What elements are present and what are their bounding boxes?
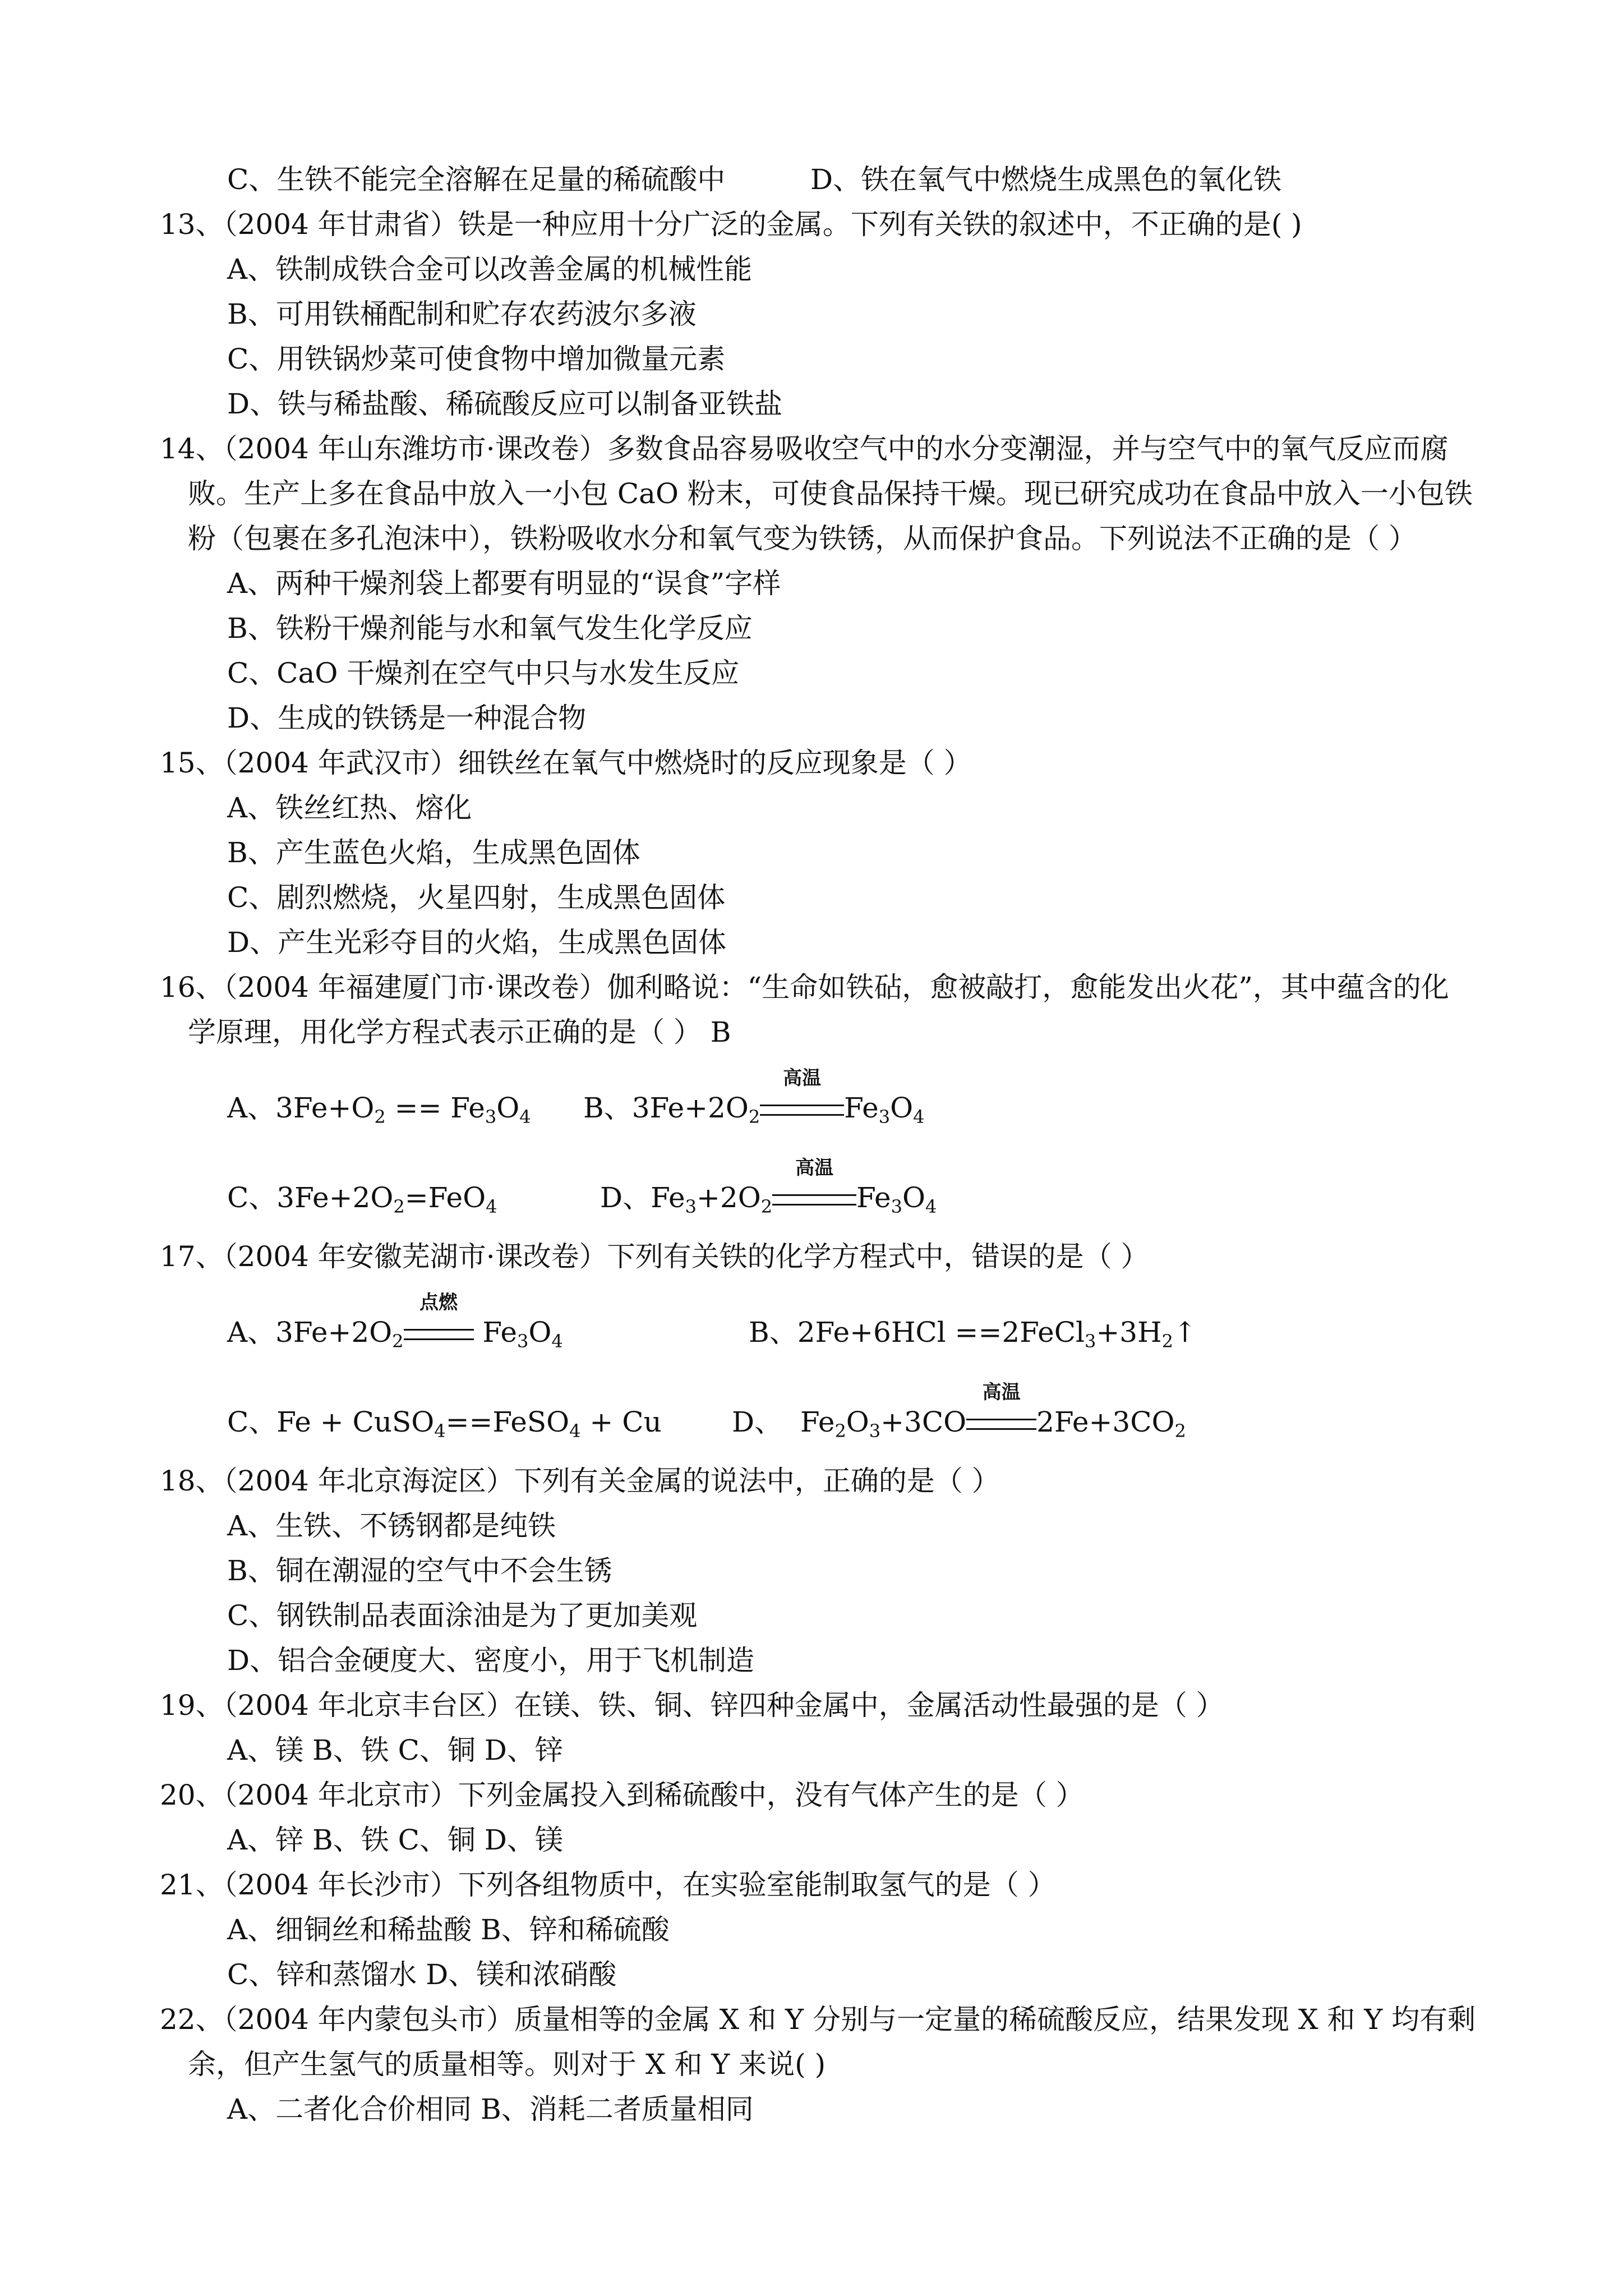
reaction-condition-high-temp: 高温 — [966, 1400, 1036, 1444]
q16-option-b: B、$3Fe+2O_2$ 高温 $Fe_3O_4$ — [583, 1085, 924, 1130]
q12-option-c: C、生铁不能完全溶解在足量的稀硫酸中 — [227, 163, 726, 196]
q16-option-a: A、$3Fe+O_2 == Fe_3O_4$ — [227, 1092, 531, 1128]
q13-option-a: A、铁制成铁合金可以改善金属的机械性能 — [227, 253, 753, 286]
q21-options-cd: C、锌和蒸馏水 D、镁和浓硝酸 — [227, 1958, 617, 1991]
q13-option-d: D、铁与稀盐酸、稀硫酸反应可以制备亚铁盐 — [227, 388, 783, 420]
q15-option-c: C、剧烈燃烧，火星四射，生成黑色固体 — [227, 881, 726, 914]
q18-option-c: C、钢铁制品表面涂油是为了更加美观 — [227, 1599, 698, 1632]
question-22: 22、（2004 年内蒙包头市）质量相等的金属 X 和 Y 分别与一定量的稀硫酸反应，结果发现 X 和 Y 均有剩 — [160, 2003, 1476, 2036]
q18-option-b: B、铜在潮湿的空气中不会生锈 — [227, 1554, 612, 1587]
q18-option-d: D、铝合金硬度大、密度小，用于飞机制造 — [227, 1644, 755, 1677]
q20-options: A、锌 B、铁 C、铜 D、镁 — [227, 1824, 563, 1856]
q17-option-d: D、 $Fe_2O_3+3CO$ 高温 $2Fe+3CO_2$ — [732, 1400, 1186, 1444]
q17-option-c: C、Fe + CuSO$_4$==FeSO$_4$ + Cu — [227, 1406, 662, 1442]
question-15: 15、（2004 年武汉市）细铁丝在氧气中燃烧时的反应现象是（ ） — [160, 747, 972, 779]
question-14: 14、（2004 年山东潍坊市·课改卷）多数食品容易吸收空气中的水分变潮湿，并与空气中的氧气反应而腐 — [160, 432, 1449, 465]
q19-options: A、镁 B、铁 C、铜 D、锌 — [227, 1734, 563, 1766]
q12-option-d: D、铁在氧气中燃烧生成黑色的氧化铁 — [810, 163, 1282, 196]
q22-options-ab: A、二者化合价相同 B、消耗二者质量相同 — [227, 2093, 754, 2125]
q17-option-b: B、$2Fe+6HCl ==2FeCl_3+3H_2↑$ — [749, 1316, 1197, 1352]
q14-option-c: C、CaO 干燥剂在空气中只与水发生反应 — [227, 657, 740, 689]
q15-option-b: B、产生蓝色火焰，生成黑色固体 — [227, 836, 640, 869]
q14-option-b: B、铁粉干燥剂能与水和氧气发生化学反应 — [227, 612, 753, 645]
q16-option-d: D、$Fe_3+2O_2$ 高温 $Fe_3O_4$ — [600, 1175, 937, 1220]
question-21: 21、（2004 年长沙市）下列各组物质中，在实验室能制取氢气的是（ ） — [160, 1869, 1056, 1901]
question-18: 18、（2004 年北京海淀区）下列有关金属的说法中，正确的是（ ） — [160, 1465, 1000, 1497]
q13-option-c: C、用铁锅炒菜可使食物中增加微量元素 — [227, 343, 726, 375]
q15-option-a: A、铁丝红热、熔化 — [227, 792, 472, 824]
q17-option-a: A、$3Fe+2O_2$ 点燃 $Fe_3O_4$ — [227, 1310, 563, 1355]
reaction-condition-ignite: 点燃 — [404, 1310, 474, 1355]
question-16: 16、（2004 年福建厦门市·课改卷）伽利略说：“生命如铁砧，愈被敲打，愈能发出火花”，其中蕴含的化 — [160, 971, 1449, 1004]
reaction-condition-high-temp: 高温 — [772, 1175, 856, 1220]
q21-options-ab: A、细铜丝和稀盐酸 B、锌和稀硫酸 — [227, 1913, 670, 1946]
question-14-line-3: 粉（包裹在多孔泡沫中），铁粉吸收水分和氧气变为铁锈，从而保护食品。下列说法不正确的是（ ） — [188, 522, 1417, 555]
q15-option-d: D、产生光彩夺目的火焰，生成黑色固体 — [227, 926, 727, 959]
question-19: 19、（2004 年北京丰台区）在镁、铁、铜、锌四种金属中，金属活动性最强的是（ ） — [160, 1689, 1224, 1722]
q14-option-d: D、生成的铁锈是一种混合物 — [227, 702, 587, 734]
question-20: 20、（2004 年北京市）下列金属投入到稀硫酸中，没有气体产生的是（ ） — [160, 1779, 1084, 1811]
question-14-line-2: 败。生产上多在食品中放入一小包 CaO 粉末，可使食品保持干燥。现已研究成功在食品中放入一小包铁 — [188, 477, 1473, 510]
q18-option-a: A、生铁、不锈钢都是纯铁 — [227, 1510, 556, 1542]
reaction-condition-high-temp: 高温 — [760, 1085, 844, 1130]
q13-option-b: B、可用铁桶配制和贮存农药波尔多液 — [227, 298, 697, 330]
question-16-line-2: 学原理，用化学方程式表示正确的是（ ） B — [188, 1016, 731, 1048]
q14-option-a: A、两种干燥剂袋上都要有明显的“误食”字样 — [227, 567, 781, 600]
question-22-line-2: 余，但产生氢气的质量相等。则对于 X 和 Y 来说( ) — [188, 2048, 826, 2081]
question-17: 17、（2004 年安徽芜湖市·课改卷）下列有关铁的化学方程式中，错误的是（ ） — [160, 1240, 1149, 1273]
q16-option-c: C、$3Fe+2O_2=FeO_4$ — [227, 1181, 497, 1217]
question-13: 13、（2004 年甘肃省）铁是一种应用十分广泛的金属。下列有关铁的叙述中，不正确的是( ) — [160, 208, 1302, 241]
